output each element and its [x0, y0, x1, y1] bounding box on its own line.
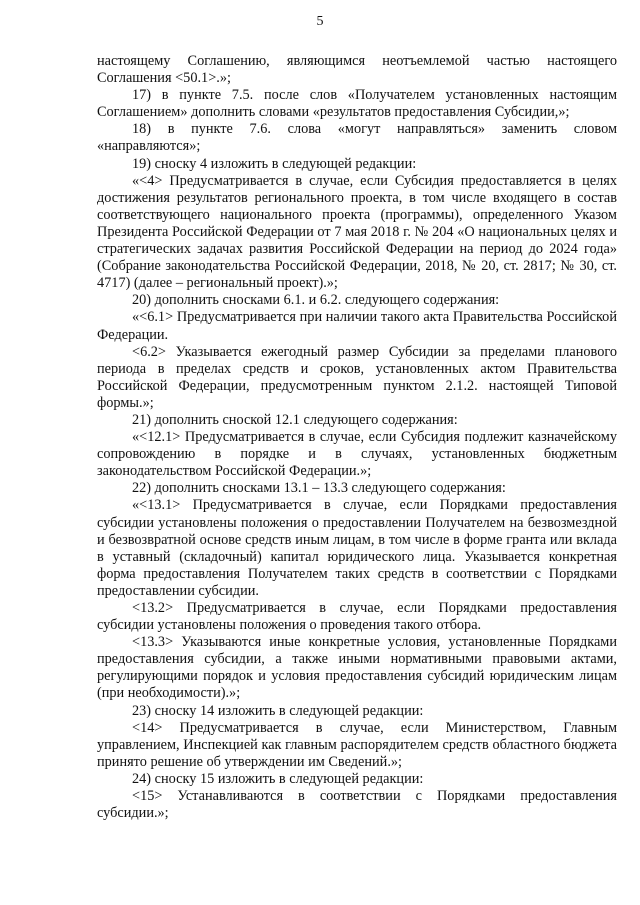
footnote-13-3-text: <13.3> Указываются иные конкретные условия, установленные Порядками предоставления субсидии, а также иными нормативными правовыми актами, регулирующими порядок и условия предоставления субсидий юридическим лицам (при необходимости).»; — [97, 634, 617, 702]
paragraph-item-17: 17) в пункте 7.5. после слов «Получателем установленных настоящим Соглашением» дополнить словами «результатов предоставления Субсидии,»; — [97, 87, 617, 121]
paragraph-continuation: настоящему Соглашению, являющимся неотъемлемой частью настоящего Соглашения <50.1>.»; — [97, 53, 617, 87]
paragraph-item-19: 19) сноску 4 изложить в следующей редакции: — [132, 155, 417, 172]
paragraph-item-18: 18) в пункте 7.6. слова «могут направляться» заменить словом «направляются»; — [97, 121, 617, 155]
paragraph-item-24: 24) сноску 15 изложить в следующей редакции: — [132, 770, 424, 787]
footnote-6-1-text: «<6.1> Предусматривается при наличии такого акта Правительства Российской Федерации. — [97, 309, 617, 343]
paragraph-item-23: 23) сноску 14 изложить в следующей редакции: — [132, 702, 424, 719]
footnote-6-2-text: <6.2> Указывается ежегодный размер Субсидии за пределами планового периода в пределах средств и сроков, установленных актом Правительства Российской Федерации, предусмотренным пунктом 2.1.2. настоящей Типовой формы.»; — [97, 343, 617, 411]
paragraph-item-21: 21) дополнить сноской 12.1 следующего содержания: — [132, 411, 458, 428]
footnote-14-text: <14> Предусматривается в случае, если Министерством, Главным управлением, Инспекцией как главным распорядителем средств областного бюджета принято решение об утверждении им Сведений.»; — [97, 719, 617, 770]
footnote-4-text: «<4> Предусматривается в случае, если Субсидия предоставляется в целях достижения результатов регионального проекта, в том числе входящего в состав соответствующего национального проекта (программы), определенного Указом Президента Российской Федерации от 7 мая 2018 г. № 204 «О национальных целях и стратегических задачах развития Российской Федерации на период до 2024 года» (Собрание законодательства Российской Федерации, 2018, № 20, ст. 2817; № 30, ст. 4717) (далее – региональный проект).»; — [97, 172, 617, 292]
page-number: 5 — [316, 14, 324, 29]
paragraph-item-22: 22) дополнить сносками 13.1 – 13.3 следующего содержания: — [132, 480, 506, 497]
footnote-13-2-text: <13.2> Предусматривается в случае, если Порядками предоставления субсидии установлены положения о проведения такого отбора. — [97, 600, 617, 634]
paragraph-item-20: 20) дополнить сносками 6.1. и 6.2. следующего содержания: — [132, 292, 500, 309]
footnote-13-1-text: «<13.1> Предусматривается в случае, если Порядками предоставления субсидии установлены положения о предоставлении Получателем на безвозмездной и безвозвратной основе средств иным лицам, в том числе в форме гранта или вклада в уставный (складочный) капитал юридического лица. Указывается конкретная форма предоставления Получателем таких средств в соответствии с Порядками предоставлении субсидии. — [97, 497, 617, 599]
footnote-12-1-text: «<12.1> Предусматривается в случае, если Субсидия подлежит казначейскому сопровождению в порядке и в случаях, установленных бюджетным законодательством Российской Федерации.»; — [97, 429, 617, 480]
document-body — [97, 53, 617, 822]
footnote-15-text: <15> Устанавливаются в соответствии с Порядками предоставления субсидии.»; — [97, 788, 617, 822]
